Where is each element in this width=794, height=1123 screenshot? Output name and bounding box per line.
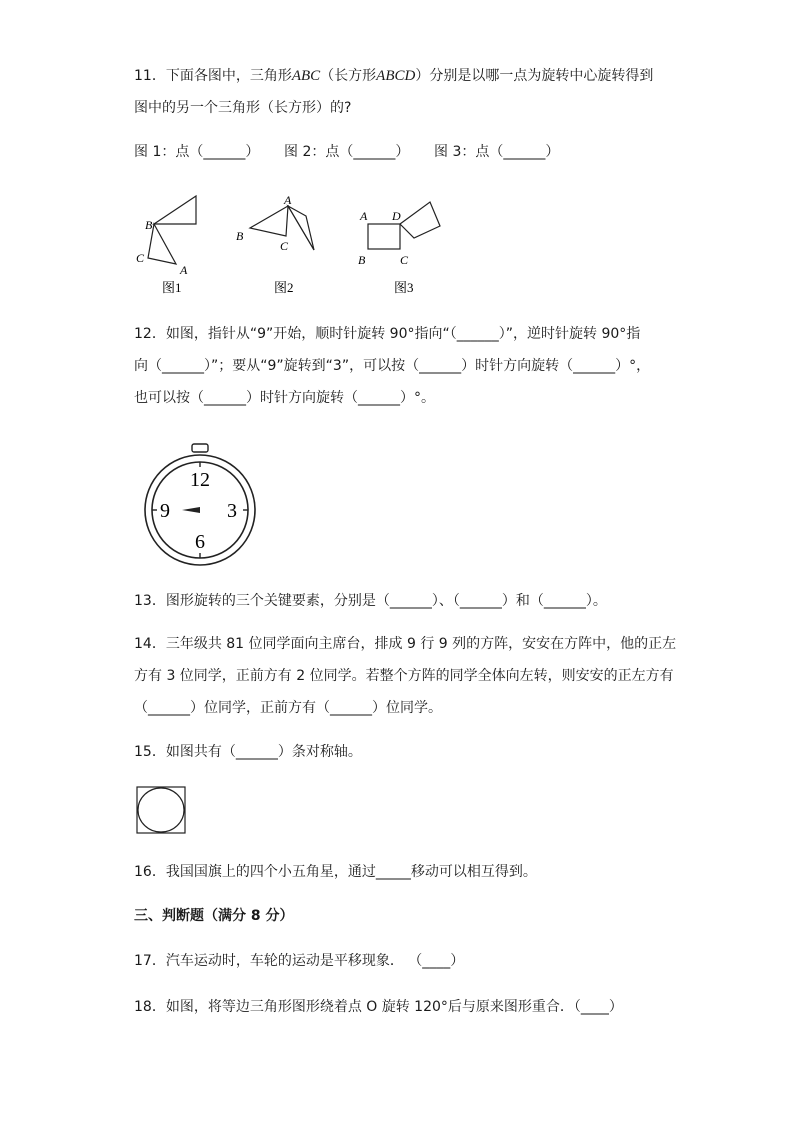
q11-text-c: ）分别是以哪一点为旋转中心旋转得到 — [415, 68, 654, 84]
q11-line1 — [134, 66, 653, 86]
q17-line1: 17．汽车运动时，车轮的运动是平移现象． （____） — [134, 953, 465, 969]
square-circle-figure — [136, 786, 188, 840]
fig3-rectangle-original — [368, 224, 400, 249]
fig2-label-a: A — [284, 193, 292, 207]
section-3-heading: 三、判断题（满分 8 分） — [134, 908, 294, 924]
q12-line3: 也可以按（______）时针方向旋转（______）°。 — [134, 390, 435, 406]
clock-crown — [192, 444, 208, 452]
figure-3 — [354, 186, 454, 302]
fig2-triangle-left — [250, 206, 288, 236]
square-outline — [137, 787, 185, 833]
fig3-label-d: D — [392, 209, 401, 223]
fig3-rectangle-rotated — [400, 202, 440, 238]
clock-hand — [182, 507, 200, 513]
clock-number-12: 12 — [190, 469, 210, 491]
fig3-label-c: C — [400, 253, 409, 267]
q11-answer-fig2: 图 2：点（______） — [284, 144, 410, 160]
fig2-label-c: C — [280, 239, 289, 253]
q11-text-b: （长方形 — [320, 68, 377, 84]
q14-line2: 方有 3 位同学，正前方有 2 位同学。若整个方阵的同学全体向左转，则安安的正左方有 — [134, 668, 674, 684]
fig2-caption: 图2 — [274, 280, 294, 295]
fig1-label-c: C — [136, 251, 145, 265]
clock-figure — [142, 440, 258, 576]
fig1-triangle-top — [154, 196, 196, 224]
clock-number-9: 9 — [160, 500, 170, 522]
fig2-label-b: B — [236, 229, 244, 243]
q14-line1: 14．三年级共 81 位同学面向主席台，排成 9 行 9 列的方阵，安安在方阵中，他的正左 — [134, 636, 677, 652]
q11-abc: ABC — [291, 68, 321, 84]
q13-line1: 13．图形旋转的三个关键要素，分别是（______）、（______）和（______）。 — [134, 593, 607, 609]
q11-abcd: ABCD — [376, 68, 416, 84]
q11-line2: 图中的另一个三角形（长方形）的? — [134, 100, 352, 116]
fig1-caption: 图1 — [162, 280, 182, 295]
fig3-caption: 图3 — [394, 280, 414, 295]
figure-1 — [128, 186, 208, 302]
clock-number-6: 6 — [195, 531, 205, 553]
fig1-label-b: B — [145, 218, 153, 232]
q16-line1: 16．我国国旗上的四个小五角星，通过_____移动可以相互得到。 — [134, 864, 537, 880]
q11-text-a: 11．下面各图中，三角形 — [134, 68, 292, 84]
clock-number-3: 3 — [227, 500, 237, 522]
fig3-label-b: B — [358, 253, 366, 267]
q14-line3: （______）位同学，正前方有（______）位同学。 — [134, 700, 442, 716]
fig1-label-a: A — [180, 263, 188, 277]
q15-line1: 15．如图共有（______）条对称轴。 — [134, 744, 362, 760]
q18-line1: 18．如图，将等边三角形图形绕着点 O 旋转 120°后与原来图形重合．（____） — [134, 999, 623, 1015]
q11-answer-fig3: 图 3：点（______） — [434, 144, 560, 160]
figure-2 — [230, 186, 340, 302]
fig3-label-a: A — [360, 209, 368, 223]
q12-line2: 向（______）”；要从“9”旋转到“3”，可以按（______）时针方向旋转（______）°， — [134, 358, 651, 374]
q12-line1: 12．如图，指针从“9”开始，顺时针旋转 90°指向“（______）”，逆时针旋转 90°指 — [134, 326, 641, 342]
inscribed-circle — [138, 788, 184, 832]
q11-answer-fig1: 图 1：点（______） — [134, 144, 260, 160]
